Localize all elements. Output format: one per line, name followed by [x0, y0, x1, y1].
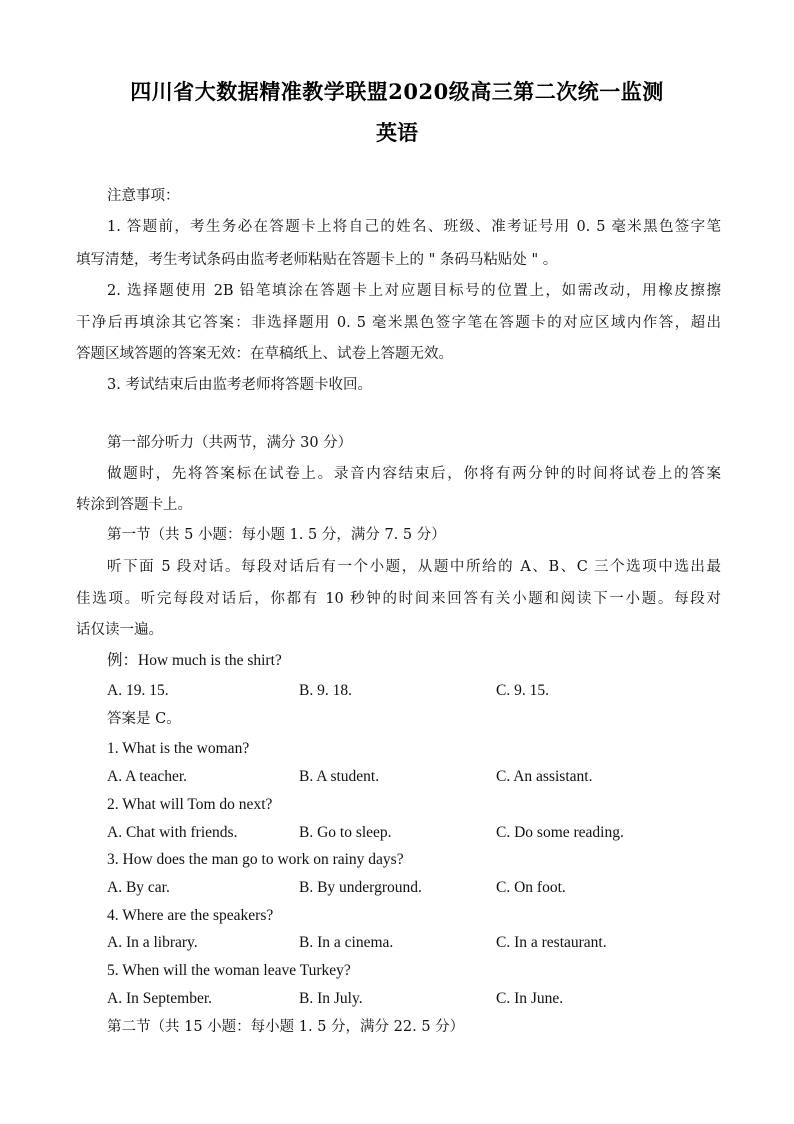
notice-item-2-line-1: 2. 选择题使用 2B 铅笔填涂在答题卡上对应题目标号的位置上，如需改动，用橡皮擦擦 [107, 283, 721, 299]
exam-title: 四川省大数据精准教学联盟2020级高三第二次统一监测 [130, 79, 664, 104]
example-answer: 答案是 C。 [107, 711, 181, 727]
question-5-option-a: A. In September. [107, 990, 213, 1007]
question-1-option-b: B. A student. [299, 768, 380, 785]
question-3-option-b: B. By underground. [299, 879, 422, 896]
notice-item-3: 3. 考试结束后由监考老师将答题卡收回。 [107, 377, 372, 393]
question-2-option-b: B. Go to sleep. [299, 824, 392, 841]
question-4-option-c: C. In a restaurant. [496, 934, 607, 951]
question-1-option-c: C. An assistant. [496, 768, 593, 785]
part1-intro-line-2: 转涂到答题卡上。 [76, 497, 192, 513]
notice-item-1-line-2: 填写清楚，考生考试条码由监考老师粘贴在答题卡上的 " 条码马粘贴处 " 。 [76, 252, 558, 268]
section1-heading: 第一节（共 5 小题：每小题 1. 5 分，满分 7. 5 分） [107, 527, 446, 543]
question-3-option-a: A. By car. [107, 879, 170, 896]
example-option-c: C. 9. 15. [496, 682, 549, 699]
example-option-a: A. 19. 15. [107, 682, 169, 699]
question-5-option-c: C. In June. [496, 990, 564, 1007]
notice-heading: 注意事项： [107, 188, 180, 204]
question-2-option-a: A. Chat with friends. [107, 824, 238, 841]
question-4: 4. Where are the speakers? [107, 907, 274, 924]
example-question: 例：How much is the shirt? [107, 652, 282, 669]
notice-item-1-line-1: 1. 答题前，考生务必在答题卡上将自己的姓名、班级、准考证号用 0. 5 毫米黑色签字笔 [107, 219, 721, 235]
question-2-option-c: C. Do some reading. [496, 824, 624, 841]
question-5: 5. When will the woman leave Turkey? [107, 962, 351, 979]
section1-intro-line-1: 听下面 5 段对话。每段对话后有一个小题，从题中所给的 A、B、C 三个选项中选出最 [107, 559, 721, 575]
question-3-option-c: C. On foot. [496, 879, 566, 896]
section1-intro-line-2: 佳选项。听完每段对话后，你都有 10 秒钟的时间来回答有关小题和阅读下一小题。每段对 [76, 591, 721, 607]
question-4-option-a: A. In a library. [107, 934, 198, 951]
question-1-option-a: A. A teacher. [107, 768, 188, 785]
question-1: 1. What is the woman? [107, 740, 250, 757]
section1-intro-line-3: 话仅读一遍。 [76, 622, 163, 638]
question-3: 3. How does the man go to work on rainy days? [107, 851, 404, 868]
question-5-option-b: B. In July. [299, 990, 363, 1007]
part1-intro-line-1: 做题时，先将答案标在试卷上。录音内容结束后，你将有两分钟的时间将试卷上的答案 [107, 466, 721, 482]
example-option-b: B. 9. 18. [299, 682, 352, 699]
question-2: 2. What will Tom do next? [107, 796, 273, 813]
question-4-option-b: B. In a cinema. [299, 934, 394, 951]
subject-title: 英语 [376, 120, 418, 145]
notice-item-2-line-2: 干净后再填涂其它答案：非选择题用 0. 5 毫米黑色签字笔在答题卡的对应区域内作答，超出 [76, 315, 721, 331]
section2-heading: 第二节（共 15 小题：每小题 1. 5 分，满分 22. 5 分） [107, 1019, 465, 1035]
notice-item-2-line-3: 答题区域答题的答案无效：在草稿纸上、试卷上答题无效。 [76, 346, 453, 362]
part1-heading: 第一部分听力（共两节，满分 30 分） [107, 435, 353, 451]
